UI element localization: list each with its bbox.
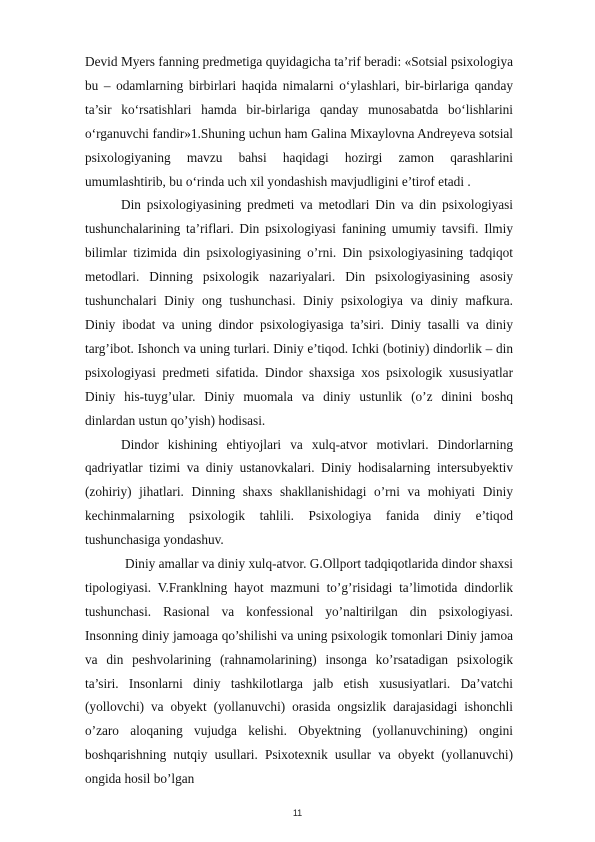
- document-body: [85, 50, 513, 791]
- paragraph-subject-methods: Din psixologiyasining predmeti va metodlari Din va din psixologiyasi tushunchalarining ta’riflari. Din psixologiyasi fanining umumiy tavsifi. Ilmiy bilimlar tizimida din psixologiyasining o’rni. Din psixologiyasining tadqiqot metodlari. Dinning psixologik nazariyalari. Din psixologiyasining asosiy tushunchalari Diniy ong tushunchasi. Diniy psixologiya va diniy mafkura. Diniy ibodat va uning dindor psixologiyasiga ta’siri. Diniy tasalli va diniy targ’ibot. Ishonch va uning turlari. Diniy e’tiqod. Ichki (botiniy) dindorlik – din psixologiyasi predmeti sifatida. Dindor shaxsiga xos psixologik xususiyatlar Diniy his-tuyg’ular. Diniy muomala va diniy ustunlik (o’z dinini boshq dinlardan ustun qo’yish) hodisasi.: [85, 197, 513, 428]
- paragraph-definition: Devid Myers fanning predmetiga quyidagicha ta’rif beradi: «Sotsial psixologiya bu – odamlarning birbirlari haqida nimalarni o‘ylashlari, bir-birlariga qanday ta’sir ko‘rsatishlari hamda bir-birlariga qanday munosabatda bo‘lishlarini o‘rganuvchi fandir»1.Shuning uchun ham Galina Mixaylovna Andreyeva sotsial psixologiyaning mavzu bahsi haqidagi hozirgi zamon qarashlarini umumlashtirib, bu o‘rinda uch xil yondashish mavjudligini e’tirof etadi .: [85, 54, 513, 189]
- paragraph-needs-motives: Dindor kishining ehtiyojlari va xulq-atvor motivlari. Dindorlarning qadriyatlar tizimi va diniy ustanovkalari. Diniy hodisalarning intersubyektiv (zohiriy) jihatlari. Dinning shaxs shakllanishidagi o’rni va mohiyati Diniy kechinmalarning psixologik tahlili. Psixologiya fanida diniy e’tiqod tushunchasiga yondashuv.: [85, 436, 513, 548]
- page-number: 11: [292, 808, 303, 818]
- paragraph-religious-behavior: Diniy amallar va diniy xulq-atvor. G.Ollport tadqiqotlarida dindor shaxsi tipologiyasi. V.Franklning hayot mazmuni to’g’risidagi ta’limotida dindorlik tushunchasi. Rasional va konfessional yo’naltirilgan din psixologiyasi. Insonning diniy jamoaga qo’shilishi va uning psixologik tomonlari Diniy jamoa va din peshvolarining (rahnamolarining) insonga ko’rsatadigan psixologik ta’siri. Insonlarni diniy tashkilotlarga jalb etish xususiyatlari. Da’vatchi (yollovchi) va obyekt (yollanuvchi) orasida ongsizlik darajasidagi ishonchli o’zaro aloqaning vujudga kelishi. Obyektning (yollanuvchining) ongini boshqarishning nutqiy usullari. Psixotexnik usullar va obyekt (yollanuvchi) ongida hosil bo’lgan: [85, 556, 513, 787]
